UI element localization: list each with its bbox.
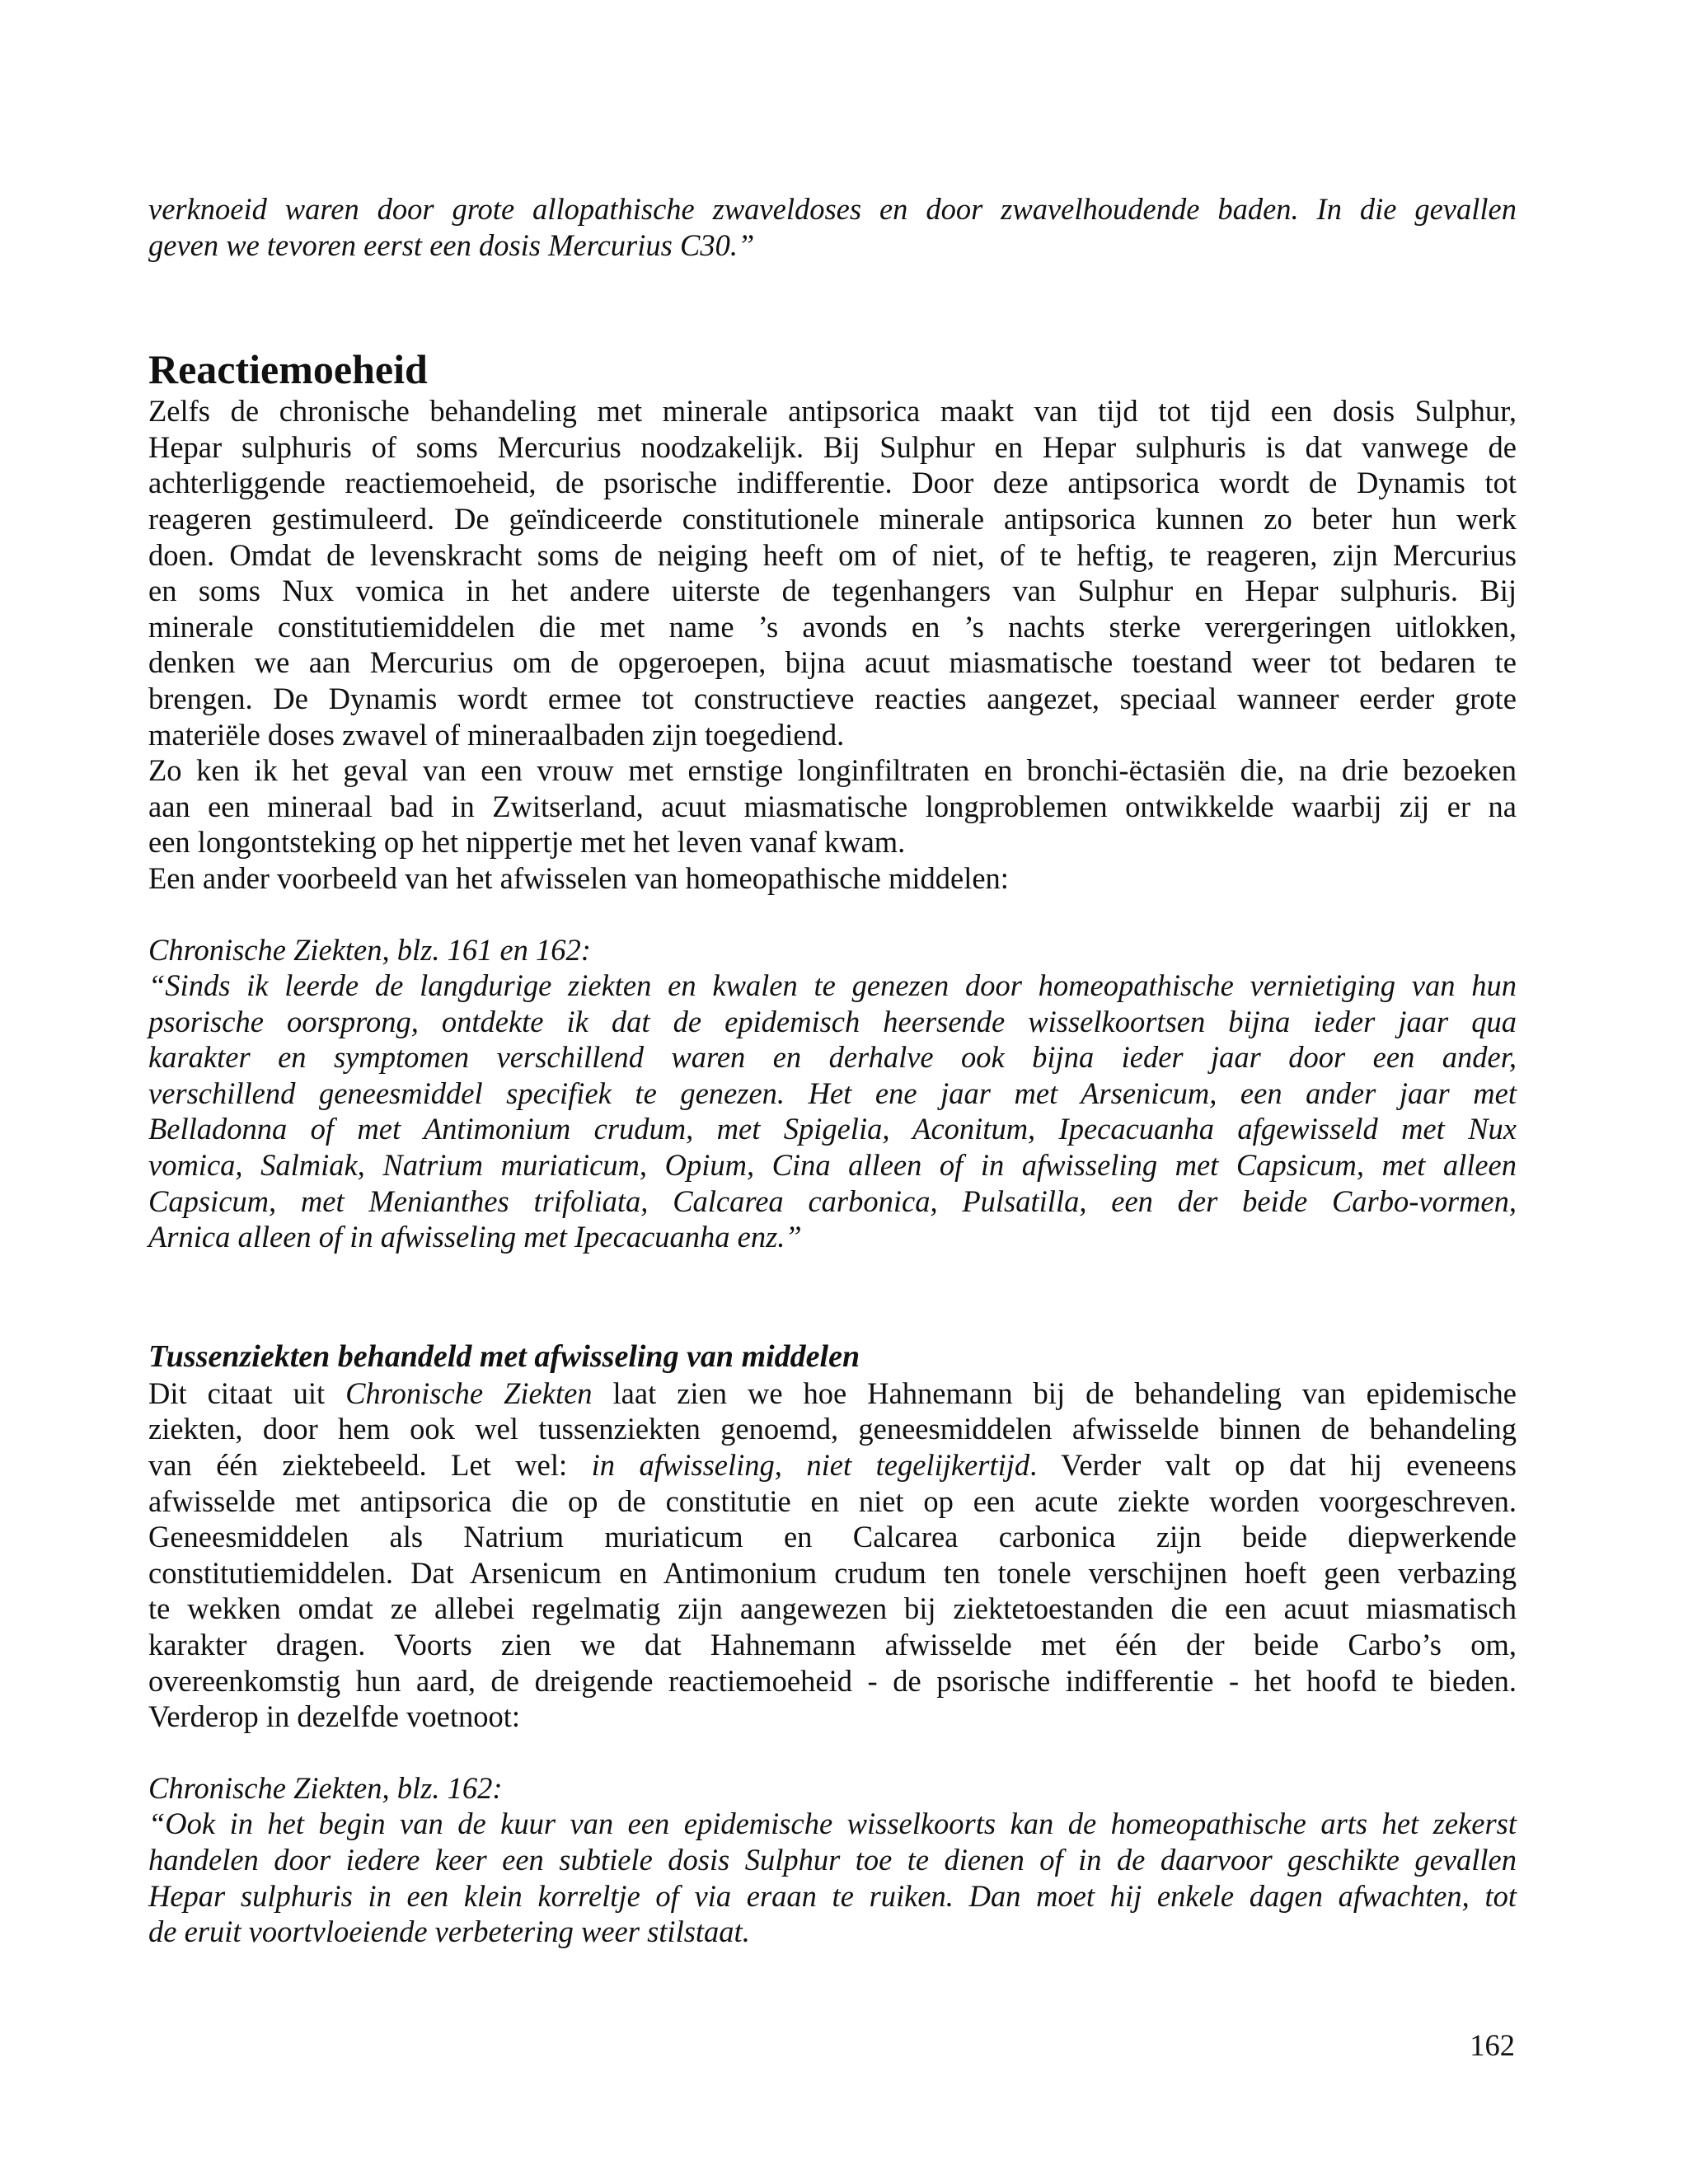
document-page xyxy=(148,191,1517,1950)
citation: Chronische Ziekten, blz. 161 en 162: xyxy=(148,932,591,967)
body-line: materiële doses zwavel of mineraalbaden zijn toegediend. xyxy=(148,717,845,752)
quote-line: Arnica alleen of in afwisseling met Ipecacuanha enz.” xyxy=(148,1220,802,1254)
body-line: ziekten, door hem ook wel tussenziekten genoemd, geneesmiddelen afwisselde binnen de behandeling xyxy=(148,1412,1517,1446)
body-line: te wekken omdat ze allebei regelmatig zijn aangewezen bij ziektetoestanden die een acuut miasmatisch xyxy=(148,1591,1517,1626)
body-line: een longontsteking op het nippertje met het leven vanaf kwam. xyxy=(148,825,906,860)
body-line: brengen. De Dynamis wordt ermee tot constructieve reacties aangezet, speciaal wanneer eerder grote xyxy=(148,681,1517,715)
quote-line: “Ook in het begin van de kuur van een epidemische wisselkoorts kan de homeopathische arts het zekerst xyxy=(148,1807,1517,1841)
body-line: Hepar sulphuris of soms Mercurius noodzakelijk. Bij Sulphur en Hepar sulphuris is dat vanwege de xyxy=(148,429,1517,464)
quote-line: karakter en symptomen verschillend waren en derhalve ook bijna ieder jaar door een ander, xyxy=(148,1040,1517,1075)
body-line: denken we aan Mercurius om de opgeroepen, bijna acuut miasmatische toestand weer tot bedaren te xyxy=(148,645,1517,680)
quote-line: Belladonna of met Antimonium crudum, met Spigelia, Aconitum, Ipecacuanha afgewisseld met Nux xyxy=(148,1112,1517,1146)
emphasis: in afwisseling, niet tegelijkertijd xyxy=(591,1448,1030,1483)
body-line: doen. Omdat de levenskracht soms de neiging heeft om of niet, of te heftig, te reageren, zijn Mercurius xyxy=(148,537,1517,572)
body-line: Zelfs de chronische behandeling met minerale antipsorica maakt van tijd tot tijd een dosis Sulphur, xyxy=(148,394,1517,429)
body-line: Een ander voorbeeld van het afwisselen van homeopathische middelen: xyxy=(148,860,1009,895)
quote-line: Hepar sulphuris in een klein korreltje of via eraan te ruiken. Dan moet hij enkele dagen afwachten, tot xyxy=(148,1878,1517,1913)
body-line: en soms Nux vomica in het andere uiterste de tegenhangers van Sulphur en Hepar sulphuris. Bij xyxy=(148,574,1517,608)
quote-line: de eruit voortvloeiende verbetering weer stilstaat. xyxy=(148,1915,750,1949)
body-line: afwisselde met antipsorica die op de constitutie en niet op een acute ziekte worden voorgeschreven. xyxy=(148,1483,1517,1518)
quote-line: “Sinds ik leerde de langdurige ziekten en kwalen te genezen door homeopathische vernietiging van hun xyxy=(148,968,1517,1003)
spacer xyxy=(148,1735,1517,1770)
body-line: Zo ken ik het geval van een vrouw met ernstige longinfiltraten en bronchi-ëctasiën die, na drie bezoeken xyxy=(148,753,1517,788)
section-heading-tussenziekten: Tussenziekten behandeld met afwisseling van middelen xyxy=(148,1338,860,1374)
text-run: . Verder valt op dat hij eveneens xyxy=(1029,1448,1517,1483)
body-line xyxy=(148,1376,1517,1412)
text-run: Dit citaat uit xyxy=(148,1376,346,1410)
body-line xyxy=(148,1447,1517,1483)
body-line: karakter dragen. Voorts zien we dat Hahnemann afwisselde met één der beide Carbo’s om, xyxy=(148,1628,1517,1661)
spacer xyxy=(148,1255,1517,1338)
spacer xyxy=(148,897,1517,932)
text-run: van één ziektebeeld. Let wel: xyxy=(148,1448,592,1483)
citation: Chronische Ziekten, blz. 162: xyxy=(148,1770,503,1805)
text-run: laat zien we hoe Hahnemann bij de behandeling van epidemische xyxy=(592,1376,1517,1410)
opening-quote-line: geven we tevoren eerst een dosis Mercurius C30.” xyxy=(148,227,755,262)
body-line: reageren gestimuleerd. De geïndiceerde constitutionele minerale antipsorica kunnen zo beter hun werk xyxy=(148,501,1517,536)
quote-line: verschillend geneesmiddel specifiek te genezen. Het ene jaar met Arsenicum, een ander jaar met xyxy=(148,1076,1517,1110)
quote-line: handelen door iedere keer een subtiele dosis Sulphur toe te dienen of in de daarvoor geschikte gevallen xyxy=(148,1842,1517,1877)
spacer xyxy=(148,263,1517,345)
section-heading-reactiemoeheid: Reactiemoeheid xyxy=(148,346,428,393)
opening-quote-line: verknoeid waren door grote allopathische zwaveldoses en door zwavelhoudende baden. In die gevallen xyxy=(148,192,1517,226)
body-line: Verderop in dezelfde voetnoot: xyxy=(148,1699,521,1734)
quote-line: vomica, Salmiak, Natrium muriaticum, Opium, Cina alleen of in afwisseling met Capsicum, met alleen xyxy=(148,1148,1517,1183)
body-line: overeenkomstig hun aard, de dreigende reactiemoeheid - de psorische indifferentie - het hoofd te bieden. xyxy=(148,1663,1517,1698)
body-line: aan een mineraal bad in Zwitserland, acuut miasmatische longproblemen ontwikkelde waarbij zij er na xyxy=(148,789,1517,823)
body-line: Geneesmiddelen als Natrium muriaticum en Calcarea carbonica zijn beide diepwerkende xyxy=(148,1520,1517,1554)
body-line: constitutiemiddelen. Dat Arsenicum en Antimonium crudum ten tonele verschijnen hoeft geen verbazing xyxy=(148,1555,1517,1590)
page-number: 162 xyxy=(1470,2028,1515,2062)
body-line: minerale constitutiemiddelen die met name ’s avonds en ’s nachts sterke verergeringen uitlokken, xyxy=(148,609,1517,644)
body-line: achterliggende reactiemoeheid, de psorische indifferentie. Door deze antipsorica wordt de Dynamis tot xyxy=(148,466,1517,500)
quote-line: psorische oorsprong, ontdekte ik dat de epidemisch heersende wisselkoortsen bijna ieder jaar qua xyxy=(148,1004,1517,1038)
book-title: Chronische Ziekten xyxy=(345,1376,593,1410)
quote-line: Capsicum, met Menianthes trifoliata, Calcarea carbonica, Pulsatilla, een der beide Carbo-vormen, xyxy=(148,1183,1517,1218)
